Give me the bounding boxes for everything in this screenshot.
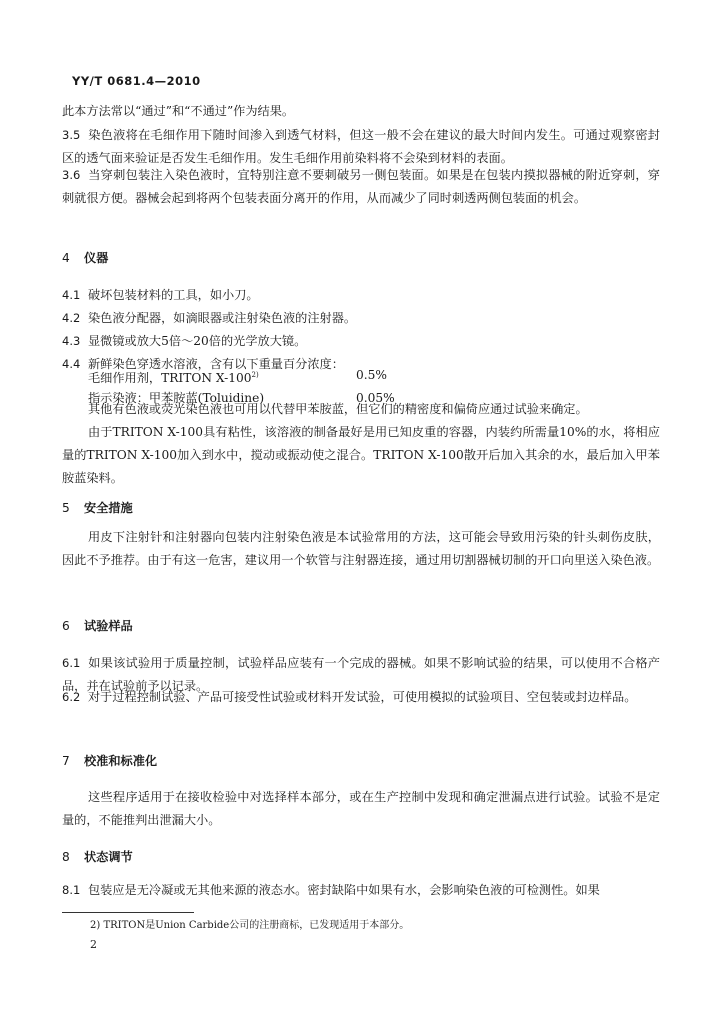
ingredient-value: 0.5%: [356, 368, 387, 382]
page-number: 2: [90, 938, 97, 951]
paragraph-4-4-b: 由于TRITON X-100具有粘性，该溶液的制备最好是用已知皮重的容器，内装约所需量10%的水，将相应量的TRITON X-100加入到水中，搅动或振动使之混合。TRITON X-100散开后加入其余的水，最后加入甲苯胺蓝染料。: [62, 425, 660, 485]
item-4-3: 4.3 显微镜或放大5倍～20倍的光学放大镜。: [62, 334, 307, 348]
clause-text: 当穿刺包装注入染色液时，宜特别注意不要刺破另一侧包装面。如果是在包装内摸拟器械的附近穿刺，穿刺就很方便。器械会起到将两个包装表面分离开的作用，从而减少了同时刺透两侧包装面的机会。: [62, 168, 660, 205]
clause-8-1: 8.1 包装应是无冷凝或无其他来源的液态水。密封缺陷中如果有水，会影响染色液的可检测性。如果: [62, 883, 600, 897]
item-4-4: 4.4 新鲜染色穿透水溶液，含有以下重量百分浓度：: [62, 357, 344, 371]
standard-header: YY/T 0681.4—2010: [72, 74, 201, 88]
clause-number: 3.5: [62, 128, 81, 142]
clause-3-6: [62, 164, 660, 210]
section-5-heading: 5 安全措施: [62, 501, 133, 515]
intro-text: 此本方法常以“通过”和“不通过”作为结果。: [62, 104, 295, 118]
item-4-2: 4.2 染色液分配器，如滴眼器或注射染色液的注射器。: [62, 311, 357, 325]
section-4-heading: 4 仪器: [62, 251, 109, 265]
clause-6-1: 6.1 如果该试验用于质量控制，试验样品应装有一个完成的器械。如果不影响试验的结果，可以使用不合格产品，并在试验前予以记录。: [62, 656, 660, 693]
footnote-divider: [62, 912, 194, 913]
ingredient-label: 指示染液：甲苯胺蓝(Toluidine): [88, 391, 265, 405]
clause-number: 3.6: [62, 168, 81, 182]
section-6-heading: 6 试验样品: [62, 619, 133, 633]
section-7-heading: 7 校准和标准化: [62, 754, 158, 768]
paragraph-4-4-a: 其他有色液或荧光染色液也可用以代替甲苯胺蓝，但它们的精密度和偏倚应通过试验来确定。: [88, 402, 588, 416]
paragraph-5: 用皮下注射针和注射器向包装内注射染色液是本试验常用的方法，这可能会导致用污染的针头刺伤皮肤，因此不予推荐。由于有这一危害，建议用一个软管与注射器连接，通过用切割器械切制的开口向里送入染色液。: [62, 530, 660, 567]
clause-text: 染色液将在毛细作用下随时间渗入到透气材料，但这一般不会在建议的最大时间内发生。可通过观察密封区的透气面来验证是否发生毛细作用。发生毛细作用前染料将不会染到材料的表面。: [62, 128, 660, 165]
footnote: 2) TRITON是Union Carbide公司的注册商标，已发现适用于本部分。: [90, 920, 410, 931]
item-4-1: 4.1 破坏包装材料的工具，如小刀。: [62, 288, 259, 302]
section-8-heading: 8 状态调节: [62, 850, 133, 864]
ingredient-value: 0.05%: [356, 391, 395, 405]
footnote-ref: 2): [251, 371, 259, 379]
paragraph-7: 这些程序适用于在接收检验中对选择样本部分，或在生产控制中发现和确定泄漏点进行试验。试验不是定量的，不能推判出泄漏大小。: [62, 790, 660, 827]
clause-6-2: 6.2 对于过程控制试验、产品可接受性试验或材料开发试验，可使用模拟的试验项目、空包装或封边样品。: [62, 690, 637, 704]
ingredient-label: 毛细作用剂，TRITON X-100: [88, 371, 252, 386]
